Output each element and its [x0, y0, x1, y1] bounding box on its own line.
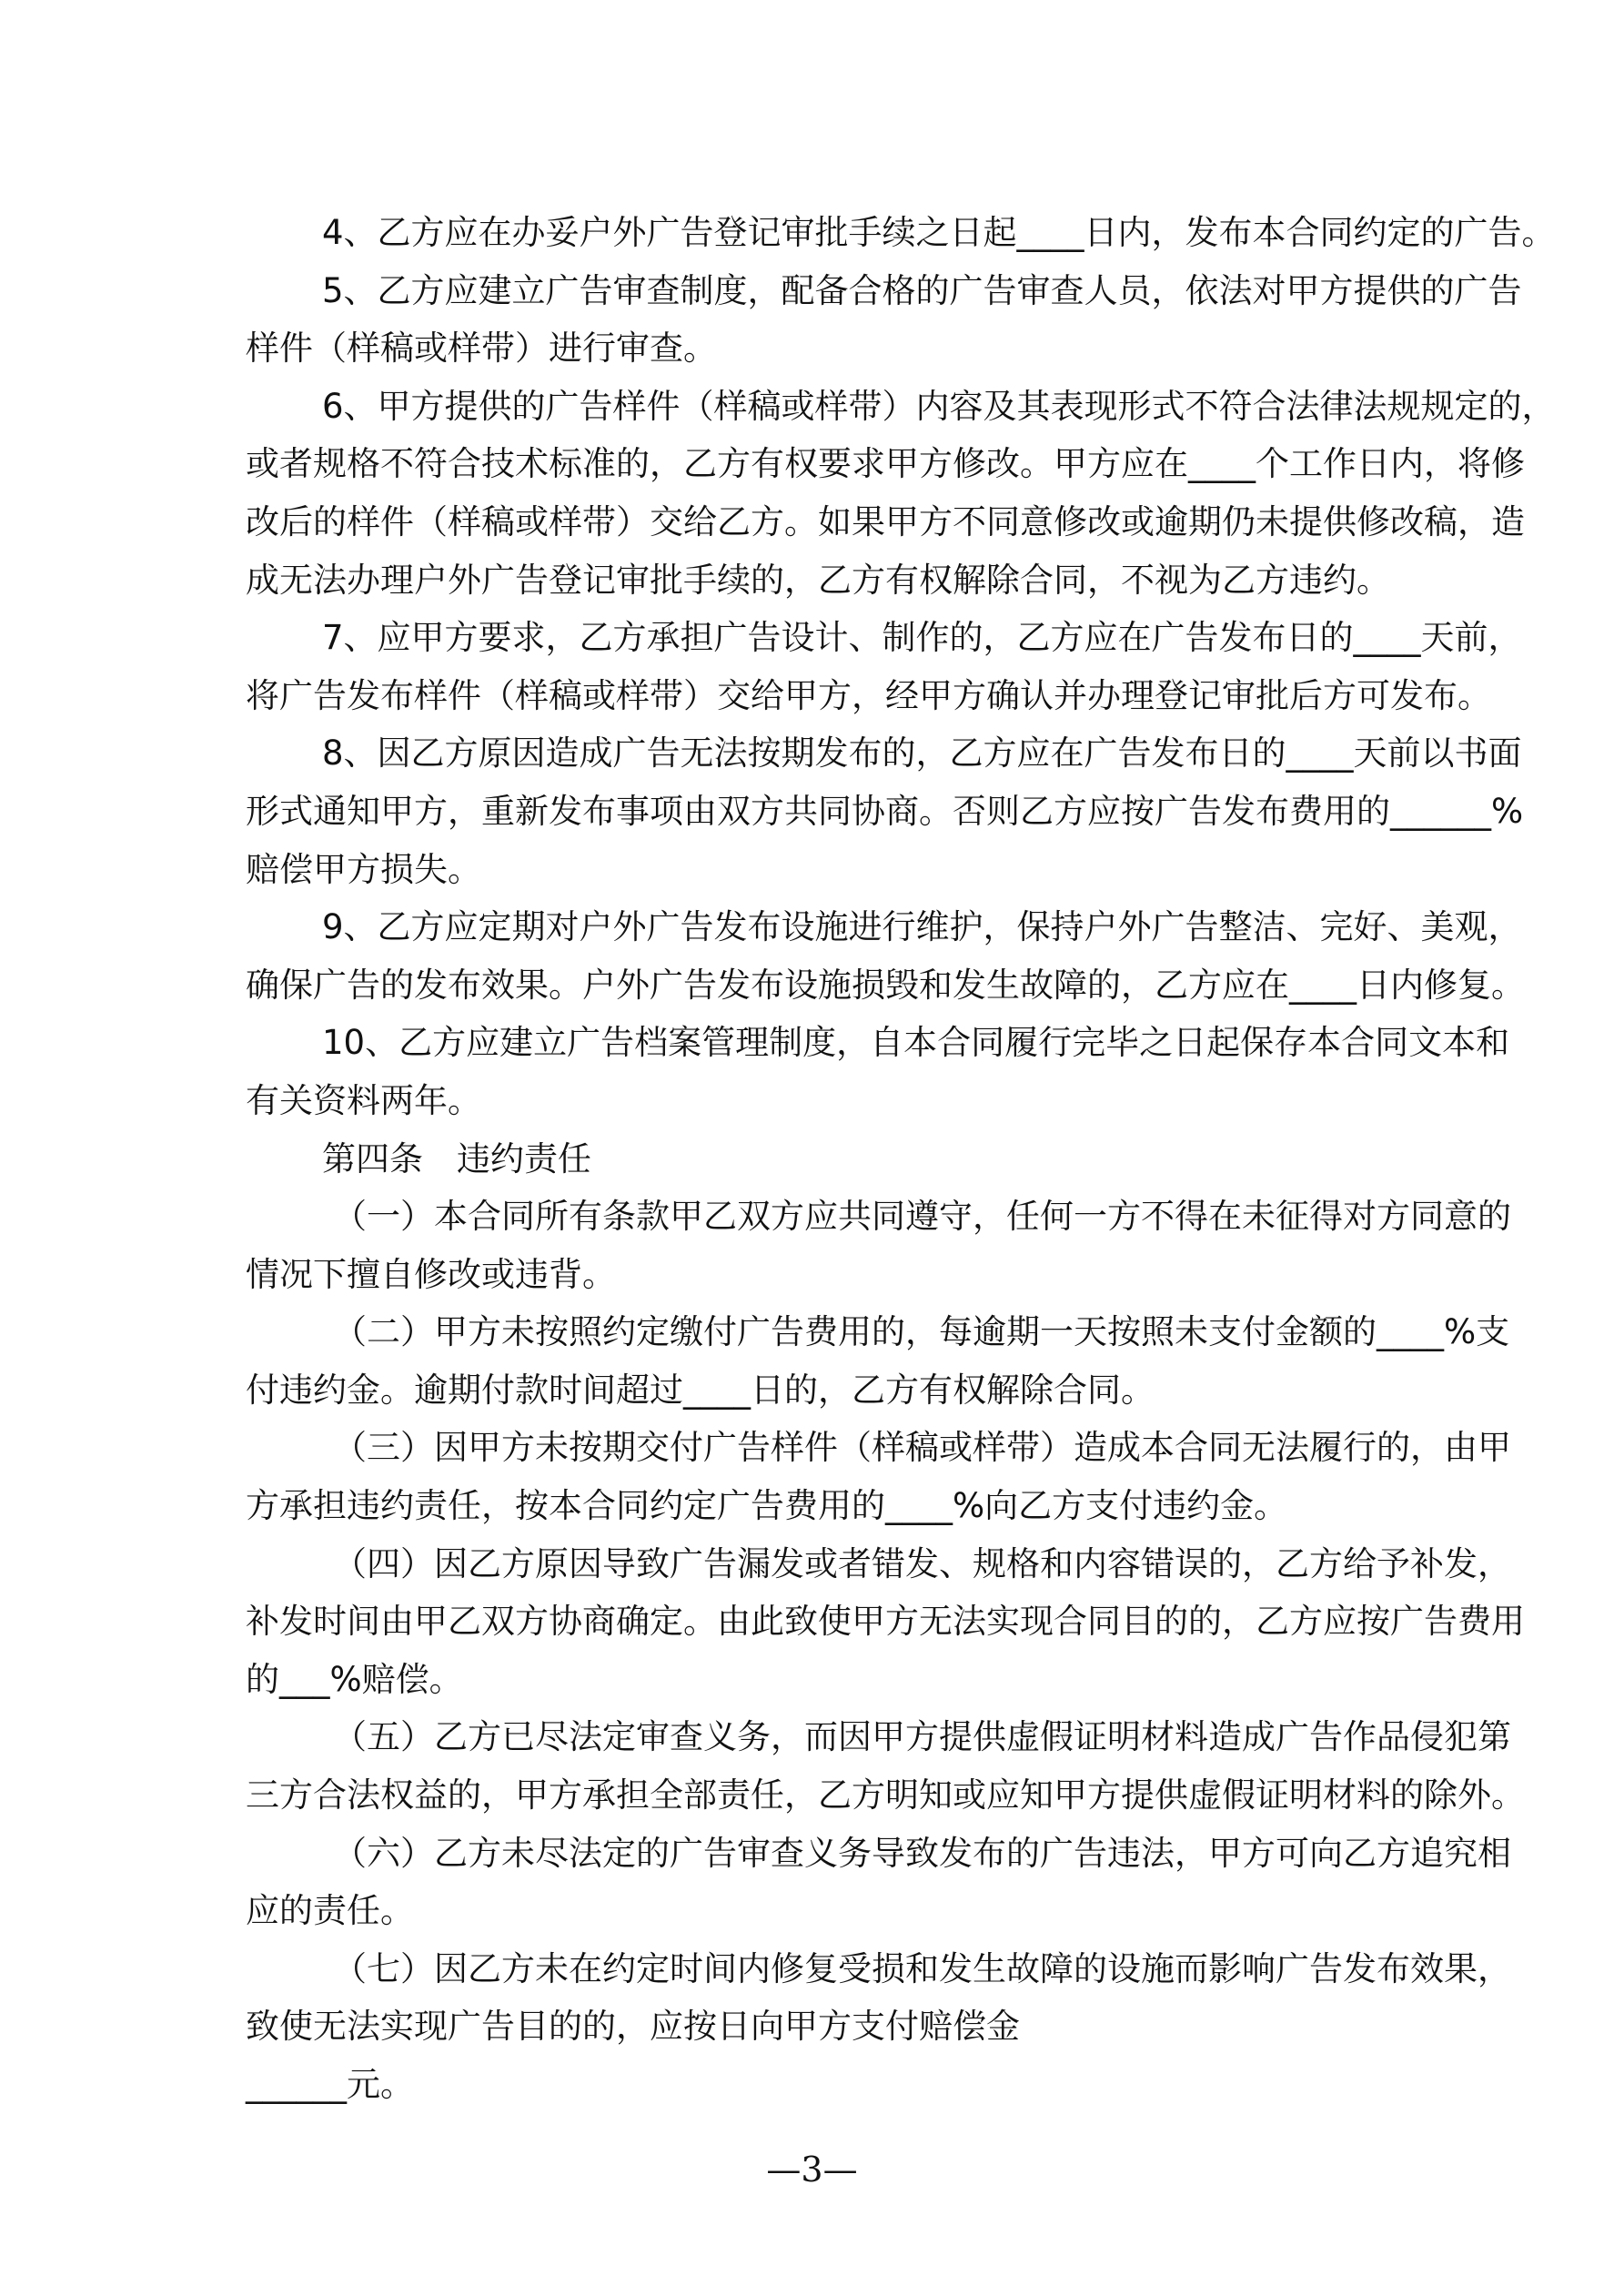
paragraph: [246, 1708, 1525, 1824]
text-line: 应的责任。: [246, 1891, 414, 1931]
document-body: [246, 204, 1556, 2114]
text-line: 成无法办理户外广告登记审批手续的，乙方有权解除合同，不视为乙方违约。: [246, 560, 1390, 600]
text-line: 方承担违约责任，按本合同约定广告费用的____%向乙方支付违约金。: [246, 1486, 1288, 1526]
paragraph: [246, 2056, 1388, 2114]
text-line: 三方合法权益的，甲方承担全部责任，乙方明知或应知甲方提供虚假证明材料的除外。: [246, 1775, 1525, 1816]
text-line: （五）乙方已尽法定审查义务，而因甲方提供虚假证明材料造成广告作品侵犯第: [333, 1717, 1511, 1757]
text-line: 或者规格不符合技术标准的，乙方有权要求甲方修改。甲方应在____个工作日内，将修: [246, 444, 1525, 484]
text-line: 7、应甲方要求，乙方承担广告设计、制作的，乙方应在广告发布日的____天前，: [322, 618, 1522, 658]
text-line: 8、因乙方原因造成广告无法按期发布的，乙方应在广告发布日的____天前以书面: [322, 733, 1522, 774]
text-line: 致使无法实现广告目的的，应按日向甲方支付赔偿金: [246, 2007, 1020, 2047]
text-line: 赔偿甲方损失。: [246, 849, 481, 889]
paragraph: [246, 1825, 1511, 1940]
text-line: 样件（样稿或样带）进行审查。: [246, 329, 717, 369]
text-line: 6、甲方提供的广告样件（样稿或样带）内容及其表现形式不符合法律法规规定的，: [322, 386, 1556, 426]
text-line: 的___%赔偿。: [246, 1659, 463, 1699]
paragraph: [246, 1014, 1510, 1129]
paragraph: [246, 724, 1524, 898]
text-line: 补发时间由甲乙双方协商确定。由此致使甲方无法实现合同目的的，乙方应按广告费用: [246, 1602, 1525, 1642]
text-line: 将广告发布样件（样稿或样带）交给甲方，经甲方确认并办理登记审批后方可发布。: [246, 675, 1491, 715]
text-line: 有关资料两年。: [246, 1080, 481, 1120]
paragraph: [246, 1130, 1388, 1188]
paragraph: [246, 1940, 1511, 2056]
text-line: （七）因乙方未在约定时间内修复受损和发生故障的设施而影响广告发布效果，: [333, 1948, 1511, 1988]
text-line: 付违约金。逾期付款时间超过____日的，乙方有权解除合同。: [246, 1370, 1155, 1410]
text-line: 情况下擅自修改或违背。: [246, 1254, 616, 1294]
paragraph: [246, 204, 1556, 262]
text-line: 10、乙方应建立广告档案管理制度，自本合同履行完毕之日起保存本合同文本和: [322, 1023, 1510, 1063]
text-line: 5、乙方应建立广告审查制度，配备合格的广告审查人员，依法对甲方提供的广告: [322, 270, 1522, 310]
text-line: 形式通知甲方，重新发布事项由双方共同协商。否则乙方应按广告发布费用的______%: [246, 791, 1524, 831]
paragraph: [246, 609, 1522, 724]
paragraph: [246, 1188, 1511, 1303]
text-line: （六）乙方未尽法定的广告审查义务导致发布的广告违法，甲方可向乙方追究相: [333, 1833, 1511, 1873]
text-line: （四）因乙方原因导致广告漏发或者错发、规格和内容错误的，乙方给予补发，: [333, 1543, 1511, 1583]
text-line: 第四条 违约责任: [322, 1138, 591, 1178]
paragraph: [246, 1419, 1511, 1534]
text-line: （二）甲方未按照约定缴付广告费用的，每逾期一天按照未支付金额的____%支: [333, 1312, 1510, 1352]
paragraph: [246, 898, 1525, 1014]
text-line: 4、乙方应在办妥户外广告登记审批手续之日起____日内，发布本合同约定的广告。: [322, 213, 1556, 252]
paragraph: [246, 1535, 1525, 1709]
paragraph: [246, 262, 1522, 378]
paragraph: [246, 378, 1556, 609]
text-line: 9、乙方应定期对户外广告发布设施进行维护，保持户外广告整洁、完好、美观，: [322, 907, 1522, 947]
text-line: （一）本合同所有条款甲乙双方应共同遵守，任何一方不得在未征得对方同意的: [333, 1197, 1511, 1237]
text-line: 改后的样件（样稿或样带）交给乙方。如果甲方不同意修改或逾期仍未提供修改稿，造: [246, 501, 1525, 541]
text-line: ______元。: [246, 2065, 414, 2104]
text-line: （三）因甲方未按期交付广告样件（样稿或样带）造成本合同无法履行的，由甲: [333, 1428, 1511, 1468]
text-line: 确保广告的发布效果。户外广告发布设施损毁和发生故障的，乙方应在____日内修复。: [246, 965, 1525, 1005]
paragraph: [246, 1303, 1510, 1419]
page-number: —3—: [766, 2149, 858, 2190]
